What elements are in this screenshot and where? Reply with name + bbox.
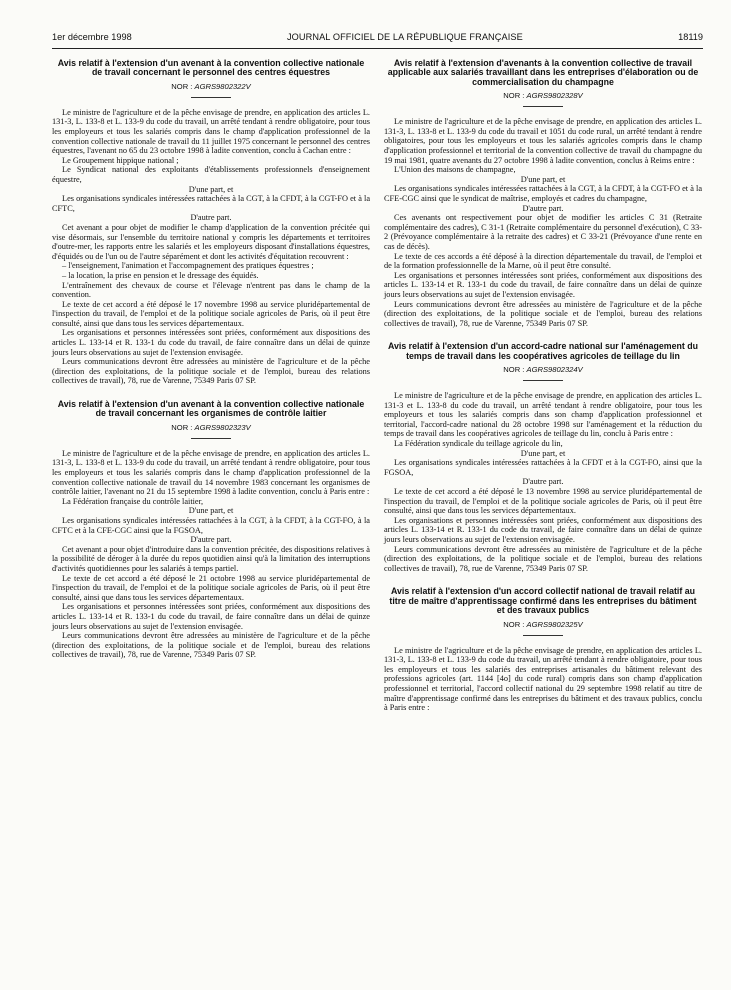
article-title: Avis relatif à l'extension d'avenants à la convention collective de travail applicable aux salariés travaillant dans les entreprises d'élaboration ou de commercialisation du champagne xyxy=(387,58,699,87)
paragraph: Leurs communications devront être adressées au ministère de l'agriculture et de la pêche (direction des exploitations, de la politique sociale et de l'emploi, bureau des relations collectives de travail), 78, rue de Varenne, 75349 Paris 07 SP. xyxy=(52,357,370,386)
paragraph: L'Union des maisons de champagne, xyxy=(394,165,516,175)
paragraph: D'autre part. xyxy=(190,213,232,223)
paragraph: Le ministre de l'agriculture et de la pêche envisage de prendre, en application des articles L. 131-3, L. 133-8 et L. 133-9 du code du travail et 1051 du code rural, un arrêté tendant à rendre obligatoires, pour tous les employeurs et tous les salariés agricoles compris dans le champ d'application professionnel et territorial de la convention collective de travail du champagne du 19 mai 1981, quatre avenants du 27 octobre 1998 à ladite convention, conclus à Reims entre : xyxy=(384,117,702,165)
nor-reference: NOR : AGRS9802324V xyxy=(503,365,583,375)
paragraph: Le Groupement hippique national ; xyxy=(62,155,179,165)
article-centres-equestres xyxy=(52,59,370,386)
paragraph: Cet avenant a pour objet d'introduire dans la convention précitée, des dispositions relatives à la possibilité de déroger à la durée du repos quotidien ainsi qu'à la limitation des interruptions d'activités quotidiennes pour les salariés à temps partiel. xyxy=(52,544,370,573)
article-title: Avis relatif à l'extension d'un avenant à la convention collective nationale de travail concernant le personnel des centres équestres xyxy=(57,58,365,78)
paragraph: Le texte de ces accords a été déposé à la direction départementale du travail, de l'emploi et de la formation professionnelle de la Marne, où il peut être consulté. xyxy=(384,251,702,271)
article-title: Avis relatif à l'extension d'un avenant à la convention collective nationale de travail concernant les organismes de contrôle laitier xyxy=(57,399,365,419)
nor-rule xyxy=(523,106,563,107)
left-column xyxy=(52,59,370,713)
article-maitre-apprentissage xyxy=(384,587,702,712)
paragraph: Les organisations et personnes intéressées sont priées, conformément aux dispositions des articles L. 133-14 et R. 133-1 du code du travail, de faire connaître dans un délai de quinze jours leurs observations au sujet de l'extension envisagée. xyxy=(52,328,370,357)
paragraph: D'une part, et xyxy=(188,506,234,516)
columns xyxy=(52,59,703,713)
paragraph: La Fédération française du contrôle laitier, xyxy=(62,496,204,506)
paragraph: Le ministre de l'agriculture et de la pêche envisage de prendre, en application des articles L. 131-3, L. 133-8 et L. 133-9 du code du travail, un arrêté tendant à rendre obligatoire, pour tous les employeurs et tous les salariés compris dans le champ d'application professionnel de la convention collective nationale de travail du 11 juillet 1975 concernant le personnel des centres équestres, l'avenant no 65 du 23 octobre 1998 à ladite convention, conclu à Cachan entre : xyxy=(52,107,370,156)
paragraph: Le texte de cet accord a été déposé le 17 novembre 1998 au service pluridépartemental de l'inspection du travail, de l'emploi et de la politique sociale agricoles de Paris, où il peut être consulté, ainsi que dans tous les services départementaux. xyxy=(52,299,370,328)
nor-rule xyxy=(191,438,231,439)
paragraph: Les organisations et personnes intéressées sont priées, conformément aux dispositions des articles L. 133-14 et R. 133-1 du code du travail, de faire connaître dans un délai de quinze jours leurs observations au sujet de l'extension envisagée. xyxy=(52,602,370,631)
list-item: – l'enseignement, l'animation et l'accompagnement des pratiques équestres ; xyxy=(62,261,314,271)
paragraph: Le ministre de l'agriculture et de la pêche envisage de prendre, en application des articles L. 131-3, L. 133-8 et L. 133-9 du code du travail, un arrêté tendant à rendre obligatoire, pour tous les employeurs et tous les salariés des entreprises artisanales du bâtiment relevant des professions agricoles (art. 1144 [4o] du code rural) compris dans son champ d'application professionnel et territorial, l'accord collectif national du 29 septembre 1998 relatif au titre de maître d'apprentissage confirmé dans les entreprises du bâtiment et des travaux publics, conclu à Paris entre : xyxy=(384,645,702,713)
page-number: 18119 xyxy=(678,32,703,42)
paragraph: D'autre part. xyxy=(522,203,564,213)
nor-rule xyxy=(523,380,563,381)
paragraph: Les organisations syndicales intéressées rattachées à la CGT, à la CFDT, à la CGT-FO, à la CFTC et à la CFE-CGC ainsi que la FGSOA, xyxy=(52,516,370,535)
paragraph: Leurs communications devront être adressées au ministère de l'agriculture et de la pêche (direction des exploitations, de la politique sociale et de l'emploi, bureau des relations collectives de travail), 78, rue de Varenne, 75349 Paris 07 SP. xyxy=(52,631,370,660)
nor-reference: NOR : AGRS9802328V xyxy=(503,91,583,101)
paragraph: D'autre part. xyxy=(190,535,232,545)
header-rule xyxy=(52,48,703,49)
right-column xyxy=(384,59,702,713)
paragraph: Les organisations et personnes intéressées sont priées, conformément aux dispositions des articles L. 133-14 et R. 133-1 du code du travail, de faire connaître dans un délai de quinze jours leurs observations au sujet de l'extension envisagée. xyxy=(384,270,702,299)
paragraph: La Fédération syndicale du teillage agricole du lin, xyxy=(394,439,563,449)
paragraph: Le ministre de l'agriculture et de la pêche envisage de prendre, en application des articles L. 131-3, L. 133-8 et L. 133-9 du code du travail, un arrêté tendant à rendre obligatoire, pour tous les employeurs et tous les salariés compris dans le champ d'application professionnel de la convention collective nationale de travail du 14 novembre 1983 concernant les organismes de contrôle laitier, l'avenant no 21 du 15 septembre 1998 à ladite convention, conclu à Paris entre : xyxy=(52,448,370,497)
nor-reference: NOR : AGRS9802323V xyxy=(171,422,251,432)
nor-rule xyxy=(523,635,563,636)
paragraph: Cet avenant a pour objet de modifier le champ d'application de la convention précitée qui vise désormais, sur l'ensemble du territoire national y compris les départements et territoires d'outre-mer, les rapports entre les salariés et les employeurs disposant d'installations équestres, d'équidés ou de l'un ou de l'autre séparément et dont les activités d'équitation recouvrent : xyxy=(52,222,370,261)
article-teillage-lin xyxy=(384,342,702,573)
article-title: Avis relatif à l'extension d'un accord-cadre national sur l'aménagement du temps de travail dans les coopératives agricoles de teillage du lin xyxy=(387,341,698,361)
paragraph: Le texte de cet accord a été déposé le 13 novembre 1998 au service pluridépartemental de l'inspection du travail, de l'emploi et de la politique sociale agricoles de Paris, où il peut être consulté, ainsi que dans tous les services départementaux. xyxy=(384,487,702,516)
paragraph: Leurs communications devront être adressées au ministère de l'agriculture et de la pêche (direction des exploitations, de la politique sociale et de l'emploi, bureau des relations collectives de travail), 78, rue de Varenne, 75349 Paris 07 SP. xyxy=(384,299,702,328)
paragraph: Les organisations syndicales intéressées rattachées à la CFDT et à la CGT-FO, ainsi que la FGSOA, xyxy=(384,458,702,477)
paragraph: Les organisations et personnes intéressées sont priées, conformément aux dispositions des articles L. 133-14 et R. 133-1 du code du travail, de faire connaître dans un délai de quinze jours leurs observations au sujet de l'extension envisagée. xyxy=(384,515,702,544)
header-date: 1er décembre 1998 xyxy=(52,32,132,42)
journal-title: JOURNAL OFFICIEL DE LA RÉPUBLIQUE FRANÇAISE xyxy=(286,32,523,42)
paragraph: Les organisations syndicales intéressées rattachées à la CGT, à la CFDT, à la CGT-FO et à la CFE-CGC ainsi que le syndicat de maîtrise, employés et cadres du champagne, xyxy=(384,184,702,203)
paragraph: D'une part, et xyxy=(520,174,566,184)
paragraph: Le texte de cet accord a été déposé le 21 octobre 1998 au service pluridépartemental de l'inspection du travail, de l'emploi et de la politique sociale agricoles de Paris, où il peut être consulté, ainsi que dans tous les services départementaux. xyxy=(52,573,370,602)
paragraph: Les organisations syndicales intéressées rattachées à la CGT, à la CFDT, à la CGT-FO et à la CFTC, xyxy=(52,194,370,213)
paragraph: Le Syndicat national des exploitants d'établissements professionnels d'enseignement équestre, xyxy=(52,165,370,184)
list-item: – la location, la prise en pension et le dressage des équidés. xyxy=(62,270,259,280)
paragraph: L'entraînement des chevaux de course et l'élevage n'entrent pas dans le champ de la convention. xyxy=(52,280,370,300)
paragraph: D'une part, et xyxy=(520,448,566,458)
paragraph: Leurs communications devront être adressées au ministère de l'agriculture et de la pêche (direction des exploitations, de la politique sociale et de l'emploi, bureau des relations collectives de travail), 78, rue de Varenne, 75349 Paris 07 SP. xyxy=(384,544,702,573)
article-controle-laitier xyxy=(52,400,370,660)
paragraph: Le ministre de l'agriculture et de la pêche envisage de prendre, en application des articles L. 131-3 et L. 133-8 du code du travail, un arrêté tendant à rendre obligatoire, pour tous les employeurs et tous les salariés compris dans son champ d'application professionnel et territorial, l'accord-cadre national du 28 octobre 1998 sur l'aménagement et la réduction du temps de travail dans les coopératives agricoles de teillage du lin, conclu à Paris entre : xyxy=(384,391,702,439)
nor-reference: NOR : AGRS9802325V xyxy=(503,619,583,629)
nor-rule xyxy=(191,97,231,98)
paragraph: Ces avenants ont respectivement pour objet de modifier les articles C 31 (Retraite complémentaire des cadres), C 31-1 (Retraite complémentaire du personnel d'exécution), C 33-2 (Prévoyance complémentaire à la retraite des cadres) et C 33-21 (Prévoyance d'une rente en cas de décès). xyxy=(384,213,702,251)
page-header xyxy=(52,32,703,42)
article-title: Avis relatif à l'extension d'un accord collectif national de travail relatif au titre de maître d'apprentissage confirmé dans les entreprises du bâtiment et des travaux publics xyxy=(389,586,697,616)
paragraph: D'autre part. xyxy=(522,477,564,487)
nor-reference: NOR : AGRS9802322V xyxy=(171,81,251,91)
paragraph: D'une part, et xyxy=(188,184,234,194)
article-champagne xyxy=(384,59,702,328)
